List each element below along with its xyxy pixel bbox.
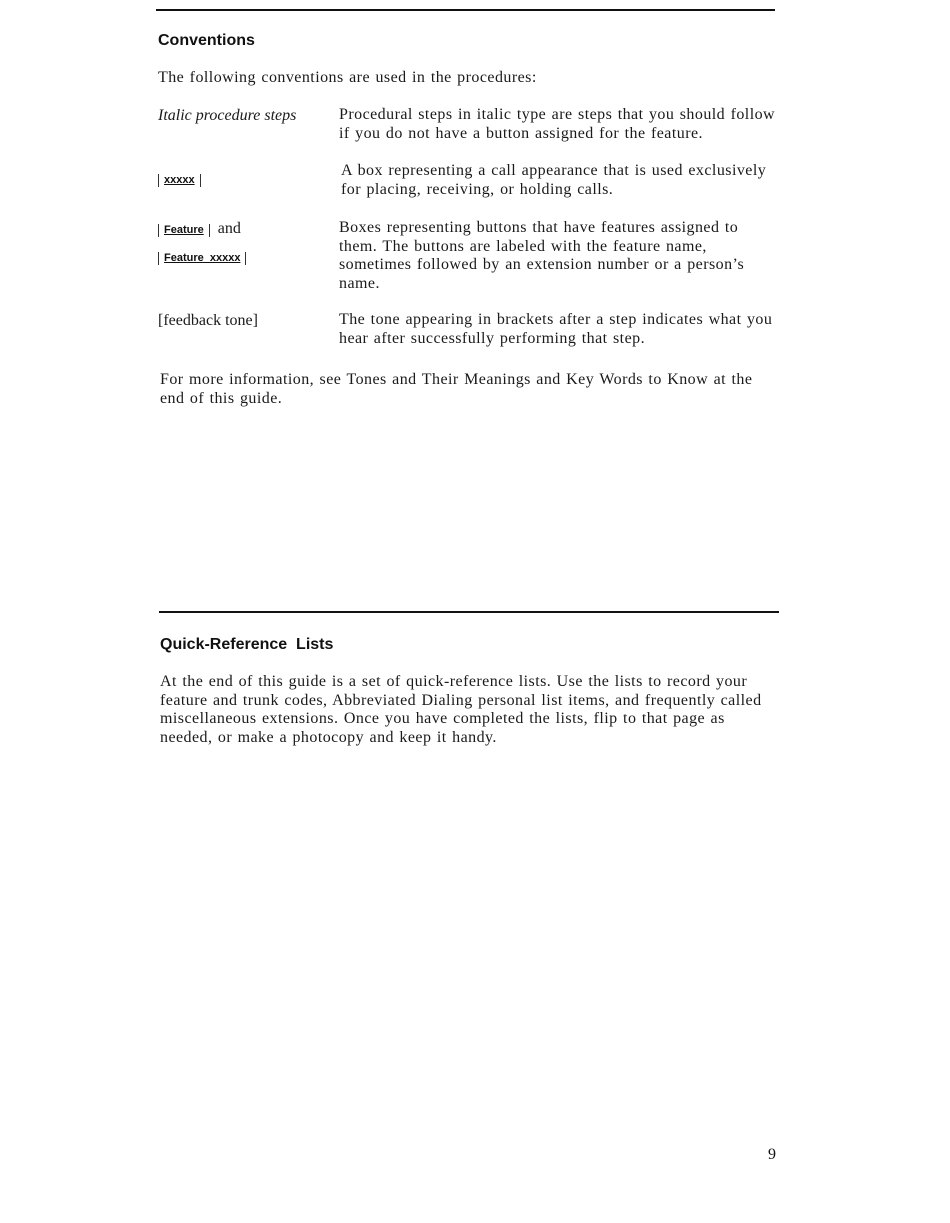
term-feedback-tone: [feedback tone]: [158, 312, 258, 329]
desc-italic-steps: Procedural steps in italic type are steps that you should follow if you do not have a button assigned for the feature.: [339, 106, 776, 142]
feature-extension-button-box: Feature xxxxx: [158, 252, 246, 265]
term-joiner: and: [217, 220, 241, 237]
desc-feature-buttons: Boxes representing buttons that have features assigned to them. The buttons are labeled with the feature name, sometimes followed by an extension number or a person’s name.: [339, 219, 745, 292]
call-appearance-button-box: xxxxx: [158, 174, 201, 187]
term-italic-steps: Italic procedure steps: [158, 107, 297, 124]
feature-button-box: Feature: [158, 224, 210, 237]
conventions-heading: Conventions: [158, 32, 255, 49]
page-number: 9: [768, 1146, 776, 1163]
top-rule: [156, 9, 775, 11]
quick-reference-body: At the end of this guide is a set of quick-reference lists. Use the lists to record your feature and trunk codes, Abbreviated Dialing personal list items, and frequently called miscellaneous extensions. Once you have completed the lists, flip to that page as needed, or make a photocopy and keep it handy.: [160, 673, 762, 746]
term-call-appearance: [158, 170, 201, 188]
desc-feedback-tone: The tone appearing in brackets after a step indicates what you hear after successfully performing that step.: [339, 311, 773, 347]
conventions-intro: The following conventions are used in the procedures:: [158, 69, 537, 86]
desc-call-appearance: A box representing a call appearance that is used exclusively for placing, receiving, or holding calls.: [341, 162, 767, 198]
section-rule: [159, 611, 779, 613]
more-info-paragraph: For more information, see Tones and Their Meanings and Key Words to Know at the end of this guide.: [160, 371, 753, 407]
term-feature-extension: [158, 248, 246, 266]
term-feature-buttons: [158, 220, 241, 238]
quick-reference-heading: Quick-Reference Lists: [160, 636, 334, 653]
